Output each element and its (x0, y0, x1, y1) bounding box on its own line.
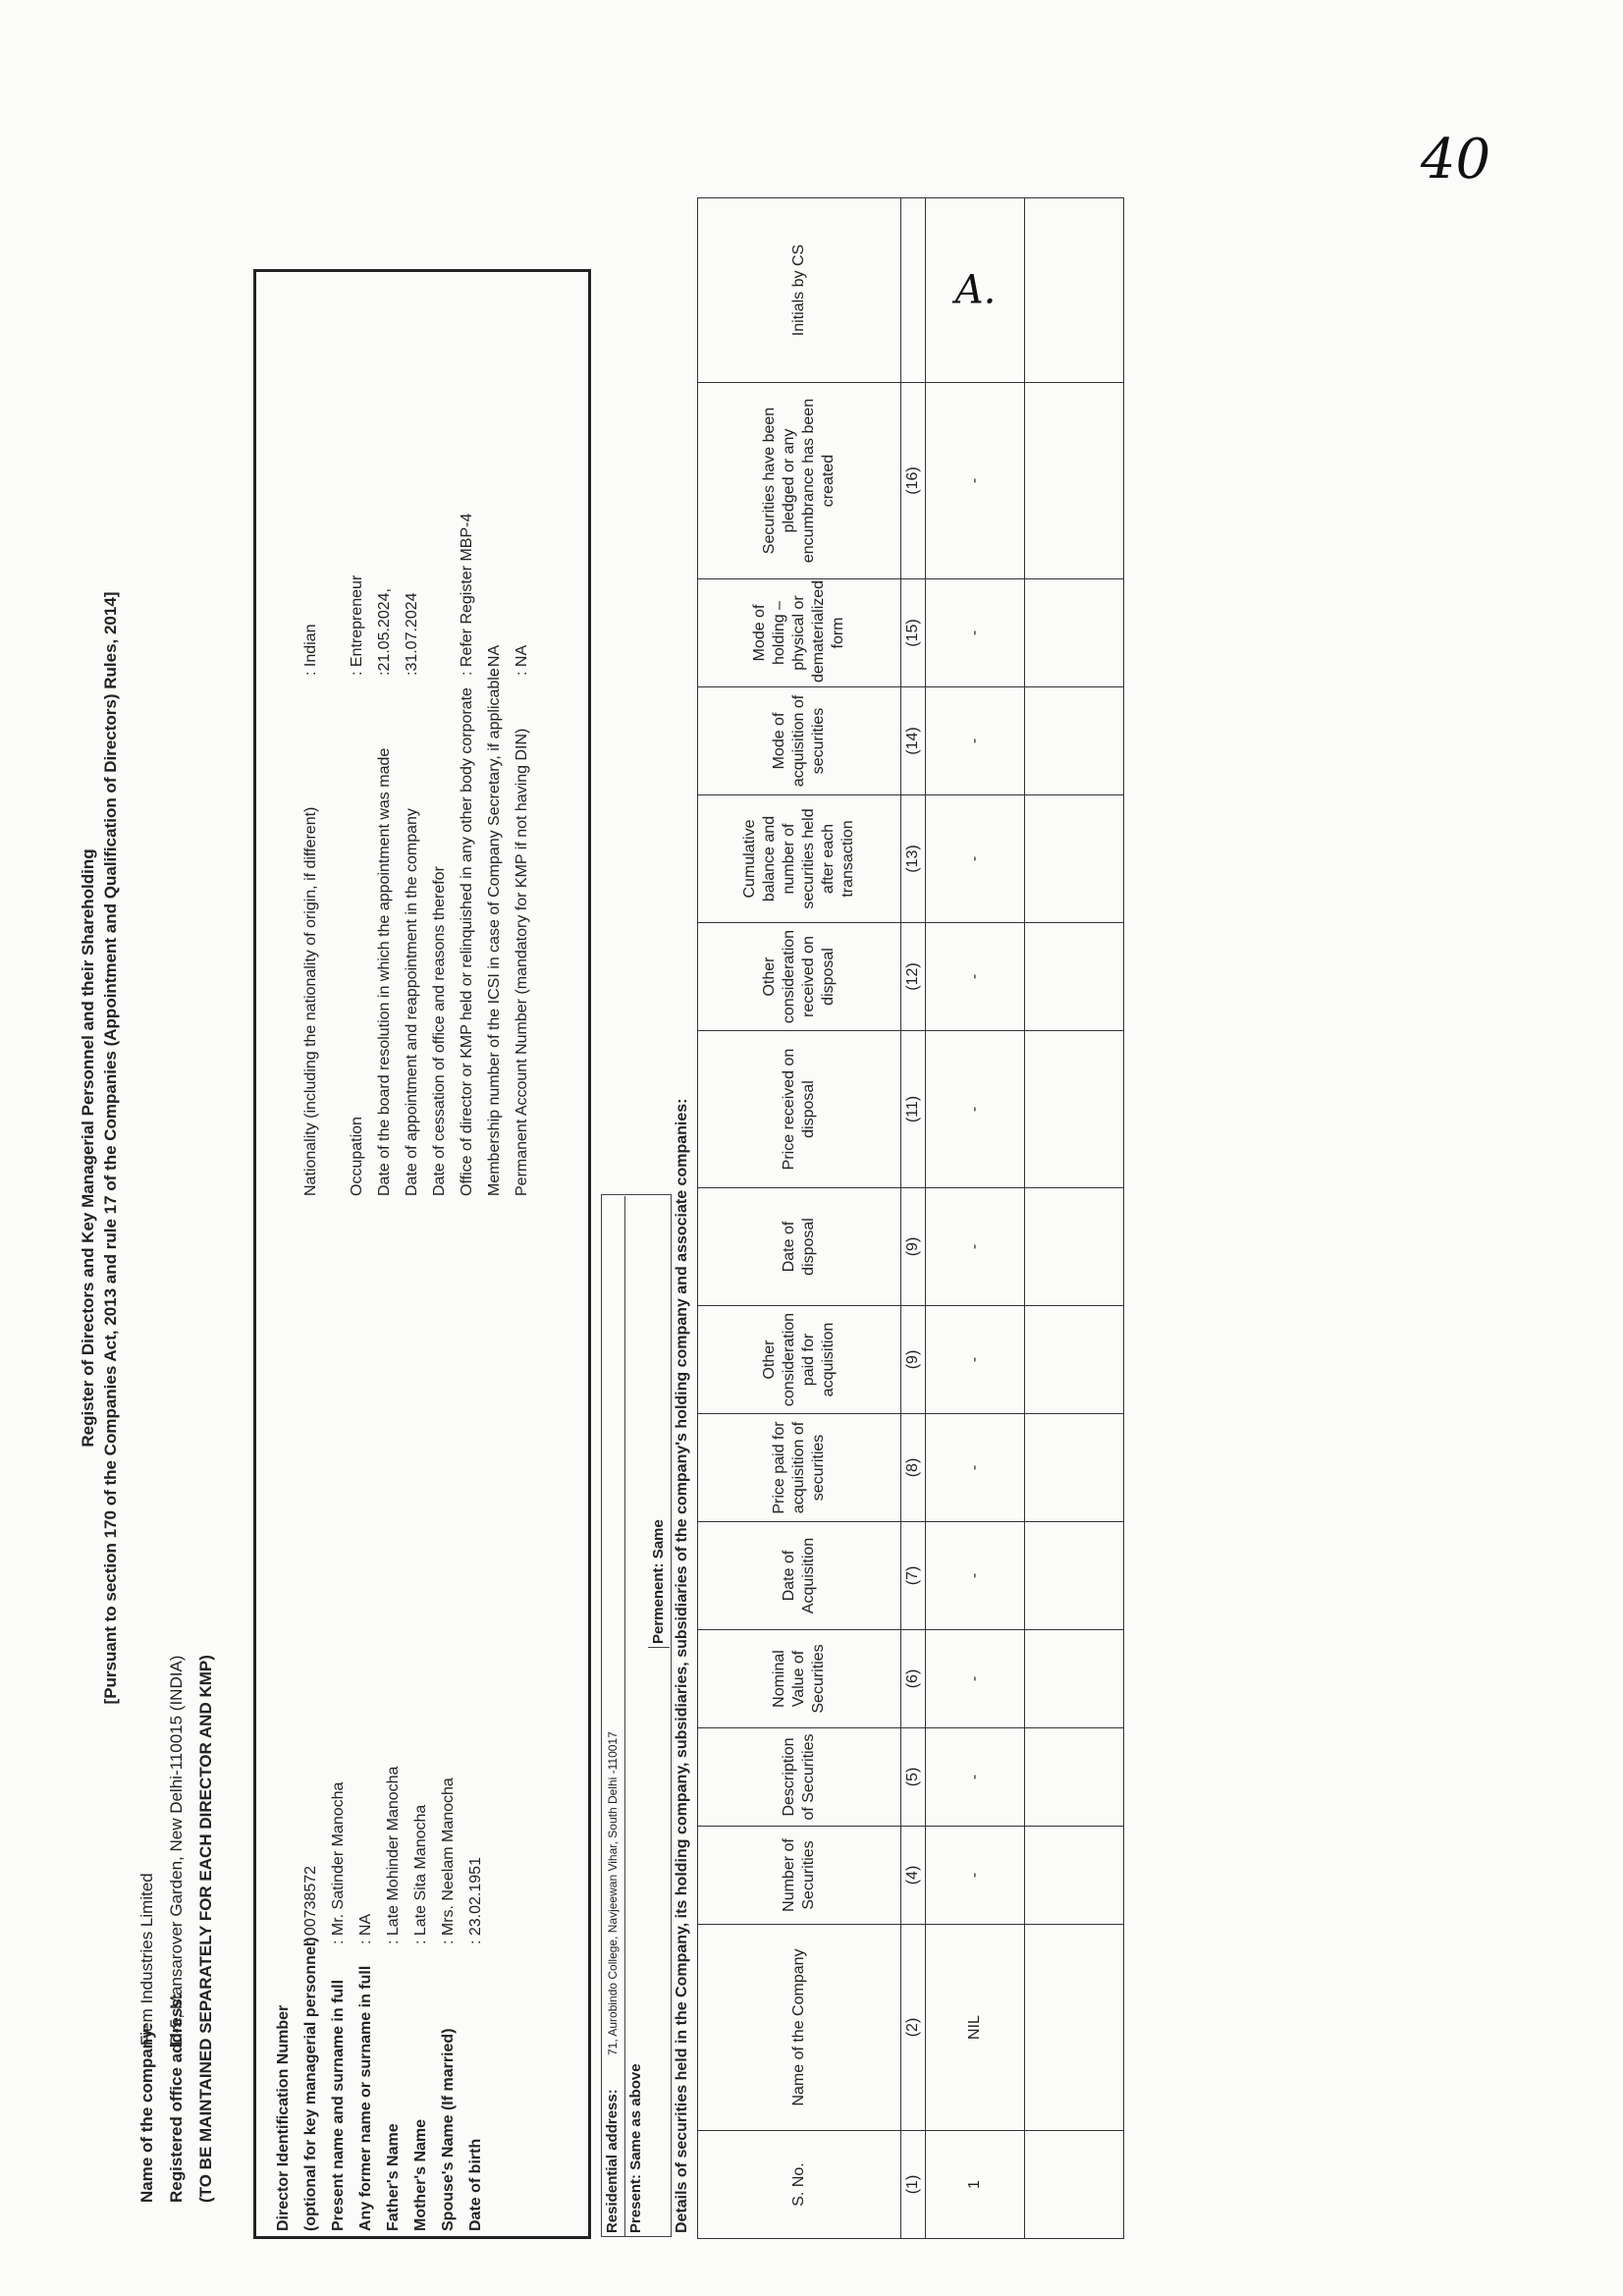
table-cell: - (926, 1630, 1025, 1728)
table-cell: - (926, 1522, 1025, 1630)
col-number: (15) (901, 579, 926, 687)
table-cell: - (926, 687, 1025, 795)
table-cell: - (926, 1031, 1025, 1188)
maintenance-note: (TO BE MAINTAINED SEPARATELY FOR EACH DIRECTOR AND KMP) (196, 1655, 215, 2203)
table-cell: - (926, 1188, 1025, 1306)
icsi-value: : NA (486, 644, 503, 676)
col-header: S. No. (698, 2131, 901, 2239)
col-header: Price paid for acquisition of securities (698, 1414, 901, 1522)
registered-office-label: Registered office address: (167, 1993, 186, 2203)
din-value: : 00738572 (302, 1865, 319, 1944)
table-cell (1025, 1827, 1124, 1925)
table-cell (1025, 1522, 1124, 1630)
other-office-value: : Refer Register MBP-4 (459, 513, 475, 676)
cessation-label: Date of cessation of office and reasons therefor (431, 866, 448, 1196)
company-name-label: Name of the company: (137, 2023, 156, 2203)
table-cell (1025, 1630, 1124, 1728)
table-cell (1025, 1188, 1124, 1306)
appointment-value: :31.07.2024 (404, 592, 420, 676)
spouse-name-label: Spouse's Name (If married) (440, 2028, 457, 2231)
col-header: Mode of holding – physical or dematerialized form (698, 579, 901, 687)
pan-label: Permanent Account Number (mandatory for KMP if not having DIN) (514, 728, 530, 1196)
appointment-label: Date of appointment and reappointment in the company (404, 808, 420, 1196)
other-office-label: Office of director or KMP held or relinquished in any other body corporate (459, 687, 475, 1196)
table-cell: - (926, 1728, 1025, 1827)
table-cell (1025, 795, 1124, 923)
col-header: Cumulative balance and number of securities held after each transaction (698, 795, 901, 923)
col-header: Number of Securities (698, 1827, 901, 1925)
registered-office-value: D-5, Mansarover Garden, New Delhi-110015 (INDIA) (167, 1655, 186, 2046)
table-header-row (698, 198, 901, 2239)
col-number: (2) (901, 1925, 926, 2131)
col-header: Other consideration received on disposal (698, 923, 901, 1031)
father-name-label: Father's Name (385, 2123, 402, 2231)
table-cell (1025, 2131, 1124, 2239)
table-cell: - (926, 383, 1025, 579)
mother-name-value: : Late Sita Manocha (412, 1804, 429, 1944)
col-number: (1) (901, 2131, 926, 2239)
col-header: Date of disposal (698, 1188, 901, 1306)
table-row (926, 198, 1025, 2239)
mother-name-label: Mother's Name (412, 2118, 429, 2231)
col-header: Initials by CS (698, 198, 901, 383)
col-number: (5) (901, 1728, 926, 1827)
col-header: Nominal Value of Securities (698, 1630, 901, 1728)
table-cell (1025, 383, 1124, 579)
cs-initials-signature: A. (883, 241, 1067, 340)
col-number: (8) (901, 1414, 926, 1522)
din-label-2: (optional for key managerial personnel) (302, 1937, 319, 2231)
table-cell: - (926, 1827, 1025, 1925)
col-number: (13) (901, 795, 926, 923)
col-header: Securities have been pledged or any encumbrance has been created (698, 383, 901, 579)
permanent-address: Permenent: Same (650, 1519, 667, 1644)
register-title: Register of Directors and Key Managerial Personnel and their Shareholding (79, 848, 97, 1448)
present-address: Present: Same as above (627, 2063, 644, 2233)
father-name-value: : Late Mohinder Manocha (385, 1766, 402, 1944)
dob-label: Date of birth (467, 2138, 484, 2231)
col-header: Date of Acquisition (698, 1522, 901, 1630)
address-divider (624, 1196, 625, 2237)
register-subtitle: [Pursuant to section 170 of the Companies Act, 2013 and rule 17 of the Companies (Appointment and Qualification of Directors) Rules, 2014] (101, 591, 120, 1705)
nationality-label: Nationality (including the nationality of origin, if different) (302, 806, 319, 1196)
table-cell (1025, 687, 1124, 795)
dob-value: : 23.02.1951 (467, 1857, 484, 1944)
former-name-value: : NA (357, 1913, 374, 1944)
col-header: Description of Securities (698, 1728, 901, 1827)
table-cell (1025, 1728, 1124, 1827)
col-header: Price received on disposal (698, 1031, 901, 1188)
board-resolution-label: Date of the board resolution in which the appointment was made (376, 747, 393, 1196)
occupation-label: Occupation (349, 1117, 365, 1196)
table-cell (1025, 1306, 1124, 1414)
table-cell (1025, 579, 1124, 687)
board-resolution-value: :21.05.2024, (376, 588, 393, 676)
col-header: Name of the Company (698, 1925, 901, 2131)
table-cell: - (926, 579, 1025, 687)
company-name-value: Fiem Industries Limited (137, 1873, 156, 2046)
handwritten-page-number: 40 (1420, 127, 1491, 191)
address-vertical-divider (648, 1647, 670, 1648)
table-cell: 1 (926, 2131, 1025, 2239)
col-number: (6) (901, 1630, 926, 1728)
col-number: (7) (901, 1522, 926, 1630)
table-row (1025, 198, 1124, 2239)
residential-label: Residential address: (604, 2089, 621, 2233)
table-cell: - (926, 795, 1025, 923)
table-cell (1025, 923, 1124, 1031)
occupation-value: : Entrepreneur (349, 574, 365, 676)
spouse-name-value: : Mrs. Neelam Manocha (440, 1777, 457, 1944)
nationality-value: : Indian (302, 624, 319, 676)
col-header: Other consideration paid for acquisition (698, 1306, 901, 1414)
table-cell (1025, 1031, 1124, 1188)
col-number: (16) (901, 383, 926, 579)
col-number: (9) (901, 1306, 926, 1414)
former-name-label: Any former name or surname in full (357, 1965, 374, 2231)
securities-table (697, 197, 1124, 2239)
table-cell: - (926, 923, 1025, 1031)
col-number: (14) (901, 687, 926, 795)
col-number: (12) (901, 923, 926, 1031)
table-cell: NIL (926, 1925, 1025, 2131)
din-label-1: Director Identification Number (275, 2004, 292, 2231)
col-number: (9) (901, 1188, 926, 1306)
present-name-label: Present name and surname in full (330, 1979, 347, 2231)
col-header: Mode of acquisition of securities (698, 687, 901, 795)
icsi-label: Membership number of the ICSI in case of Company Secretary, if applicable (486, 668, 503, 1196)
residential-value: 71, Aurobindo College, Navjeewan Vihar, South Delhi -110017 (606, 1731, 620, 2055)
table-cell (1025, 1414, 1124, 1522)
present-name-value: : Mr. Satinder Manocha (330, 1781, 347, 1944)
column-number-row (901, 198, 926, 2239)
table-caption: Details of securities held in the Company, its holding company, subsidiaries, subsidiaries of the company's holding company and associate companies: (674, 1098, 690, 2233)
table-cell: - (926, 1306, 1025, 1414)
table-cell (1025, 1925, 1124, 2131)
pan-value: : NA (514, 644, 530, 676)
col-number: (4) (901, 1827, 926, 1925)
col-number: (11) (901, 1031, 926, 1188)
table-cell: - (926, 1414, 1025, 1522)
